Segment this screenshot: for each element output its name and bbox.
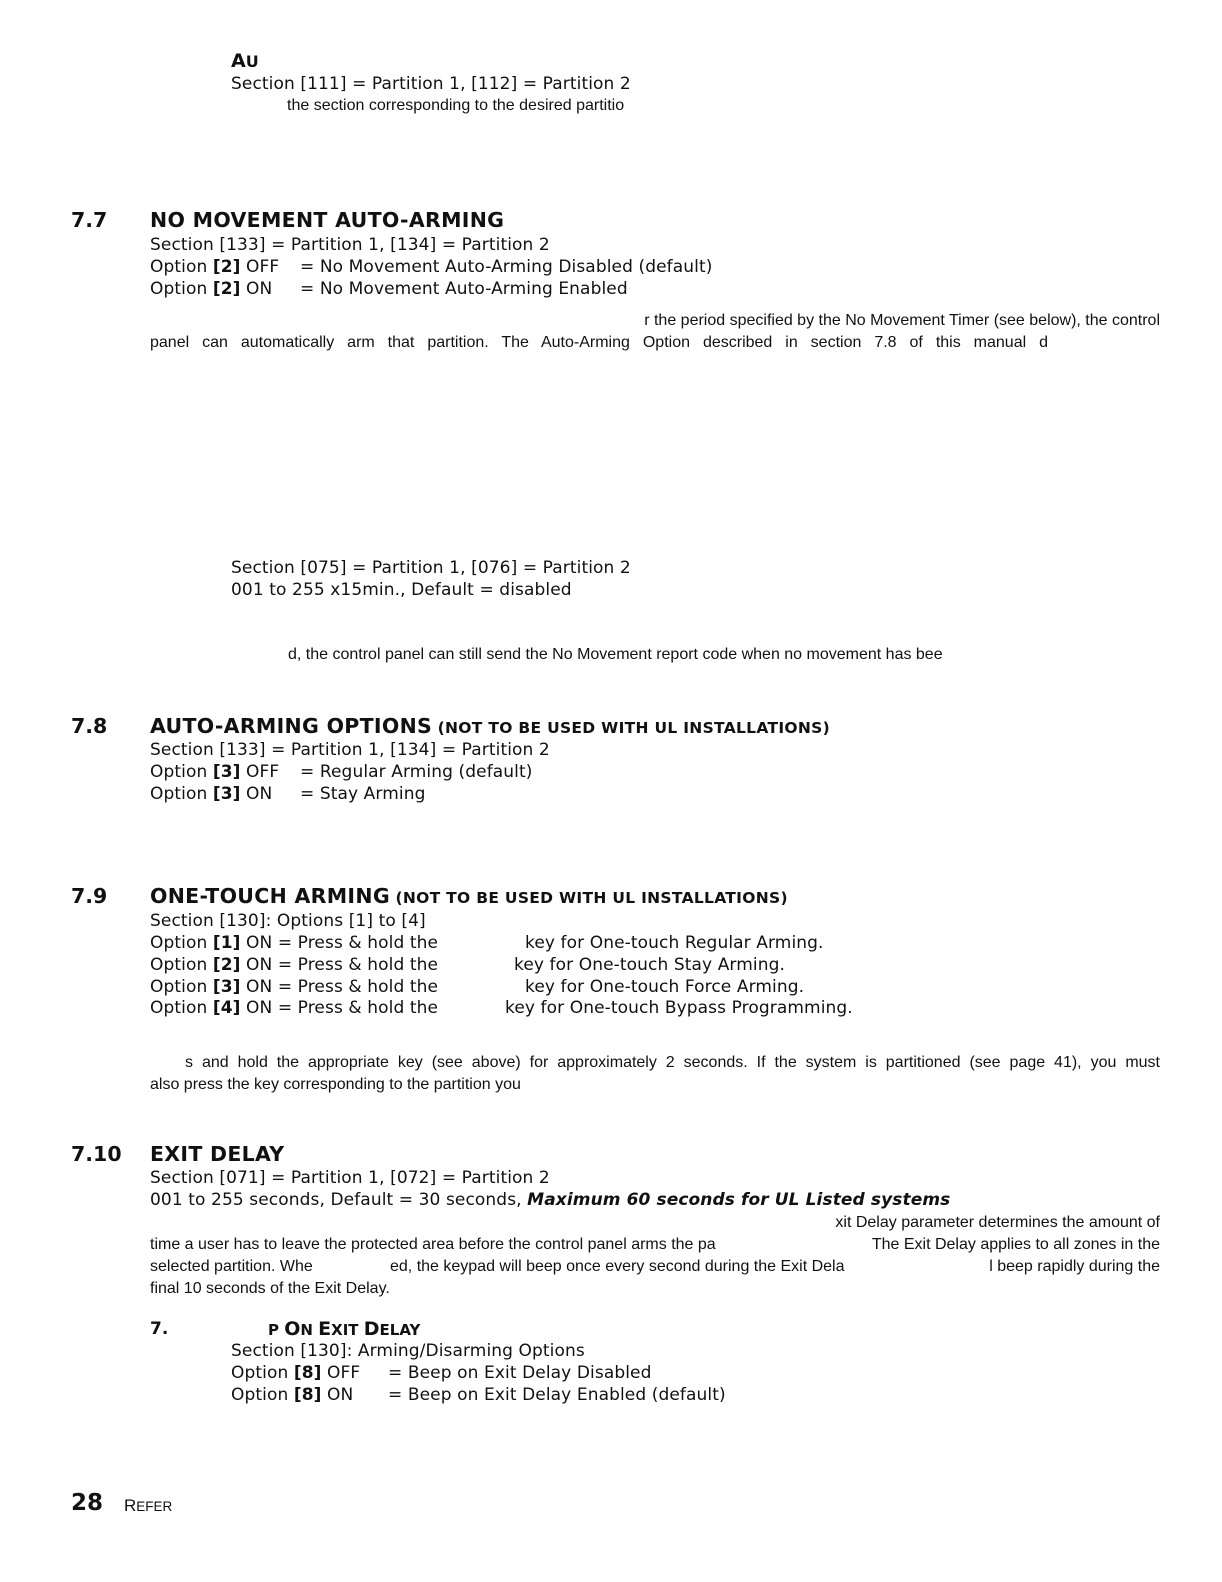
option-text: = Stay Arming — [300, 784, 426, 804]
top-section-line: Section [111] = Partition 1, [112] = Partition 2 — [231, 74, 631, 94]
option-line: Option [8] OFF — [231, 1363, 361, 1383]
option-line: Option [2] ON — [150, 279, 273, 299]
section-number-7-9: 7.9 — [71, 884, 108, 908]
section-number-7-7: 7.7 — [71, 208, 108, 232]
paragraph-line: panel can automatically arm that partition. The Auto-Arming Option described in section 7.8 of this manual d — [150, 334, 1048, 351]
option-text: key for One-touch Bypass Programming. — [505, 998, 853, 1018]
paragraph-line: selected partition. Whe — [150, 1258, 313, 1275]
option-line: Option [3] OFF — [150, 762, 280, 782]
section-number-7-8: 7.8 — [71, 714, 108, 738]
option-line: Option [4] ON = Press & hold the — [150, 998, 439, 1018]
section-number-7-10: 7.10 — [71, 1142, 122, 1166]
option-text: key for One-touch Force Arming. — [525, 977, 805, 997]
timer-range: 001 to 255 x15min., Default = disabled — [231, 580, 572, 600]
paragraph-line: time a user has to leave the protected area before the control panel arms the pa — [150, 1236, 716, 1253]
page-number: 28 — [71, 1490, 104, 1516]
paragraph-line: s and hold the appropriate key (see above) for approximately 2 seconds. If the system is partitioned (see page 41), you must — [185, 1054, 1160, 1071]
option-line: Option [1] ON = Press & hold the — [150, 933, 439, 953]
paragraph-line: l beep rapidly during the — [989, 1258, 1160, 1275]
paragraph-line: ed, the keypad will beep once every second during the Exit Dela — [390, 1258, 845, 1275]
option-text: key for One-touch Regular Arming. — [525, 933, 824, 953]
section-line-130: Section [130]: Options [1] to [4] — [150, 911, 426, 931]
timer-note: d, the control panel can still send the No Movement report code when no movement has bee — [288, 646, 943, 663]
section-title-exit-delay: EXIT DELAY — [150, 1142, 285, 1166]
timer-section-line: Section [075] = Partition 1, [076] = Partition 2 — [231, 558, 631, 578]
option-line: Option [3] ON — [150, 784, 273, 804]
section-line-071: Section [071] = Partition 1, [072] = Partition 2 — [150, 1168, 550, 1188]
section-line-133-b: Section [133] = Partition 1, [134] = Partition 2 — [150, 740, 550, 760]
section-title-one-touch: ONE-TOUCH ARMING (NOT TO BE USED WITH UL INSTALLATIONS) — [150, 884, 788, 908]
option-text: = Regular Arming (default) — [300, 762, 533, 782]
subsection-section-line: Section [130]: Arming/Disarming Options — [231, 1341, 585, 1361]
option-text: = No Movement Auto-Arming Enabled — [300, 279, 628, 299]
paragraph-line: final 10 seconds of the Exit Delay. — [150, 1280, 390, 1297]
option-text: key for One-touch Stay Arming. — [514, 955, 785, 975]
section-title-auto-arming: AUTO-ARMING OPTIONS (NOT TO BE USED WITH UL INSTALLATIONS) — [150, 714, 830, 738]
option-line: Option [8] ON — [231, 1385, 354, 1405]
option-text: = Beep on Exit Delay Disabled — [388, 1363, 652, 1383]
paragraph-line: also press the key corresponding to the partition you — [150, 1076, 521, 1093]
option-line: Option [2] OFF — [150, 257, 280, 277]
paragraph-line: r the period specified by the No Movement Timer (see below), the control — [644, 312, 1160, 329]
top-description: the section corresponding to the desired partitio — [287, 97, 625, 114]
paragraph-line: The Exit Delay applies to all zones in the — [871, 1236, 1160, 1253]
paragraph-line: xit Delay parameter determines the amount of — [835, 1214, 1160, 1231]
top-heading: AU — [231, 50, 259, 72]
subsection-title: P ON EXIT DELAY — [268, 1318, 421, 1340]
option-text: = No Movement Auto-Arming Disabled (default) — [300, 257, 713, 277]
section-title-no-movement: NO MOVEMENT AUTO-ARMING — [150, 208, 505, 232]
section-line-133: Section [133] = Partition 1, [134] = Partition 2 — [150, 235, 550, 255]
option-line: Option [3] ON = Press & hold the — [150, 977, 439, 997]
exit-delay-range: 001 to 255 seconds, Default = 30 seconds, Maximum 60 seconds for UL Listed systems — [150, 1190, 951, 1210]
option-line: Option [2] ON = Press & hold the — [150, 955, 439, 975]
running-footer: REFER — [124, 1496, 173, 1515]
option-text: = Beep on Exit Delay Enabled (default) — [388, 1385, 726, 1405]
subsection-number: 7. — [150, 1319, 169, 1339]
